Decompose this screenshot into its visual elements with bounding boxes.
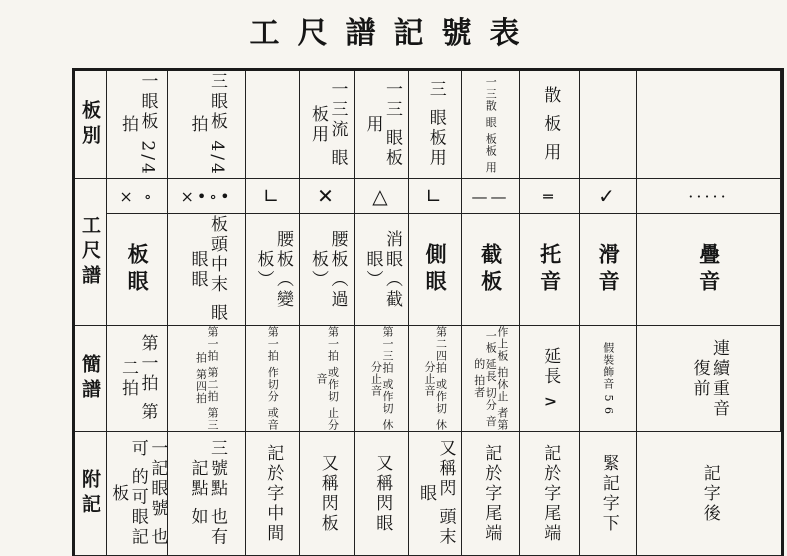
gongche-cell-8 [520, 214, 580, 326]
jianpu-text-3: 第一拍 作切分 或音 [266, 326, 280, 431]
notation-table [72, 68, 784, 556]
jianpu-text-2: 第一拍 第二拍 第三拍 第四拍 [194, 326, 220, 431]
gongche-header: 工尺譜 [79, 214, 101, 290]
jianpu-text-5: 第一三拍 或作切 休分止音 [369, 326, 395, 431]
board-text-5: 一三 眼板用 [362, 80, 403, 169]
gongche-cell-1 [107, 214, 168, 326]
jianpu-text-4: 第一拍 或作切 止分音 [315, 326, 340, 431]
gongche-header-cell [75, 179, 107, 326]
board-cell-1 [107, 71, 168, 179]
symbol-2: ×•∘• [180, 186, 233, 206]
symbol-cell-6 [409, 179, 462, 214]
board-text-2: 三眼板 4/4 拍 [187, 72, 228, 177]
jianpu-cell-8 [520, 326, 580, 432]
notes-cell-1 [107, 432, 168, 556]
gongche-text-9: 滑音 [596, 242, 622, 297]
symbol-6: ∟ [425, 184, 445, 208]
symbol-cell-3 [246, 179, 300, 214]
symbol-cell-5 [355, 179, 409, 214]
notes-text-4: 又稱閃板 [317, 453, 338, 534]
notes-text-1: 一記眼號 也可 的可眼記板 [108, 439, 168, 548]
board-cell-2 [168, 71, 246, 179]
notes-cell-2 [168, 432, 246, 556]
notes-header: 附記 [79, 468, 101, 519]
board-header: 板別 [79, 99, 101, 150]
notes-text-6: 又稱閃 頭末眼 [416, 439, 456, 548]
gongche-cell-6 [409, 214, 462, 326]
gongche-cell-9 [580, 214, 637, 326]
board-cell-6 [409, 71, 462, 179]
gongche-text-6: 側眼 [423, 242, 449, 297]
gongche-text-8: 托音 [537, 242, 563, 297]
notes-cell-4 [300, 432, 355, 556]
jianpu-cell-9 [580, 326, 637, 432]
jianpu-cell-5 [355, 326, 409, 432]
symbol-7: —— [471, 186, 510, 206]
jianpu-cell-4 [300, 326, 355, 432]
notes-text-2: 三號點 也有 記點 如 [187, 439, 228, 548]
gongche-text-10: 疊音 [696, 242, 722, 297]
gongche-cell-7 [462, 214, 520, 326]
notes-text-5: 又稱閃眼 [372, 453, 393, 534]
jianpu-text-1: 第一拍 第二拍 [118, 334, 158, 423]
board-cell-9 [580, 71, 637, 179]
notes-cell-8 [520, 432, 580, 556]
board-text-7: 一三散 眼 板板 用 [484, 75, 498, 174]
board-cell-10 [637, 71, 781, 179]
gongche-text-7: 截板 [478, 242, 504, 297]
jianpu-cell-10 [637, 326, 781, 432]
page-title: 工尺譜記號表 [249, 16, 538, 51]
jianpu-cell-3 [246, 326, 300, 432]
jianpu-cell-7 [462, 326, 520, 432]
symbol-1: × ∘ [119, 186, 155, 206]
board-text-4: 一三流 眼板用 [308, 80, 348, 169]
gongche-cell-4 [300, 214, 355, 326]
notes-text-8: 記於字尾端 [540, 443, 561, 544]
jianpu-text-10: 連續重音 復前 [689, 338, 730, 419]
gongche-cell-2 [168, 214, 246, 326]
jianpu-text-6: 第二四拍 或作切 休分止音 [423, 326, 448, 431]
notes-cell-10 [637, 432, 781, 556]
symbol-cell-8 [520, 179, 580, 214]
gongche-text-1: 板眼 [125, 242, 151, 297]
jianpu-text-7: 作上板 拍休止 者第一板 延長 切分 音的 拍者 [472, 326, 509, 431]
notes-header-cell [75, 432, 107, 556]
notes-text-9: 緊記字下 [598, 453, 619, 534]
symbol-cell-10 [637, 179, 781, 214]
jianpu-header: 簡譜 [79, 353, 101, 404]
gongche-cell-10 [637, 214, 781, 326]
symbol-8: ═ [543, 186, 556, 206]
symbol-10: ····· [688, 186, 729, 206]
board-cell-3 [246, 71, 300, 179]
jianpu-text-9: 假裝飾音 5 6 [601, 342, 615, 415]
gongche-text-3: 腰板（變板） [253, 229, 294, 310]
notes-text-7: 記於字尾端 [481, 443, 502, 544]
board-cell-5 [355, 71, 409, 179]
jianpu-cell-6 [409, 326, 462, 432]
board-cell-4 [300, 71, 355, 179]
symbol-cell-7 [462, 179, 520, 214]
symbol-5: △ [372, 184, 391, 208]
jianpu-header-cell [75, 326, 107, 432]
gongche-cell-3 [246, 214, 300, 326]
board-text-6: 三 眼板用 [425, 80, 446, 169]
gongche-text-2: 板頭中末 眼眼眼 [187, 215, 228, 324]
symbol-4: ✕ [317, 184, 337, 208]
board-header-cell [75, 71, 107, 179]
symbol-cell-4 [300, 179, 355, 214]
symbol-3: ∟ [262, 184, 283, 208]
notes-text-3: 記於字中間 [263, 443, 284, 544]
symbol-9: ✓ [598, 184, 618, 208]
jianpu-cell-1 [107, 326, 168, 432]
board-cell-8 [520, 71, 580, 179]
board-text-1: 一眼板 2/4 拍 [118, 72, 158, 177]
symbol-cell-2 [168, 179, 246, 214]
gongche-text-5: 消眼（截眼） [362, 229, 403, 310]
notes-cell-9 [580, 432, 637, 556]
notes-cell-3 [246, 432, 300, 556]
board-text-8: 散 板 用 [540, 86, 561, 163]
notes-cell-7 [462, 432, 520, 556]
notes-cell-6 [409, 432, 462, 556]
gongche-text-4: 腰板（過板） [308, 229, 348, 310]
board-cell-7 [462, 71, 520, 179]
symbol-cell-9 [580, 179, 637, 214]
notes-text-10: 記字後 [699, 463, 720, 524]
notes-cell-5 [355, 432, 409, 556]
jianpu-text-8: 延長 ∧ [540, 346, 561, 411]
gongche-cell-5 [355, 214, 409, 326]
symbol-cell-1 [107, 179, 168, 214]
jianpu-cell-2 [168, 326, 246, 432]
